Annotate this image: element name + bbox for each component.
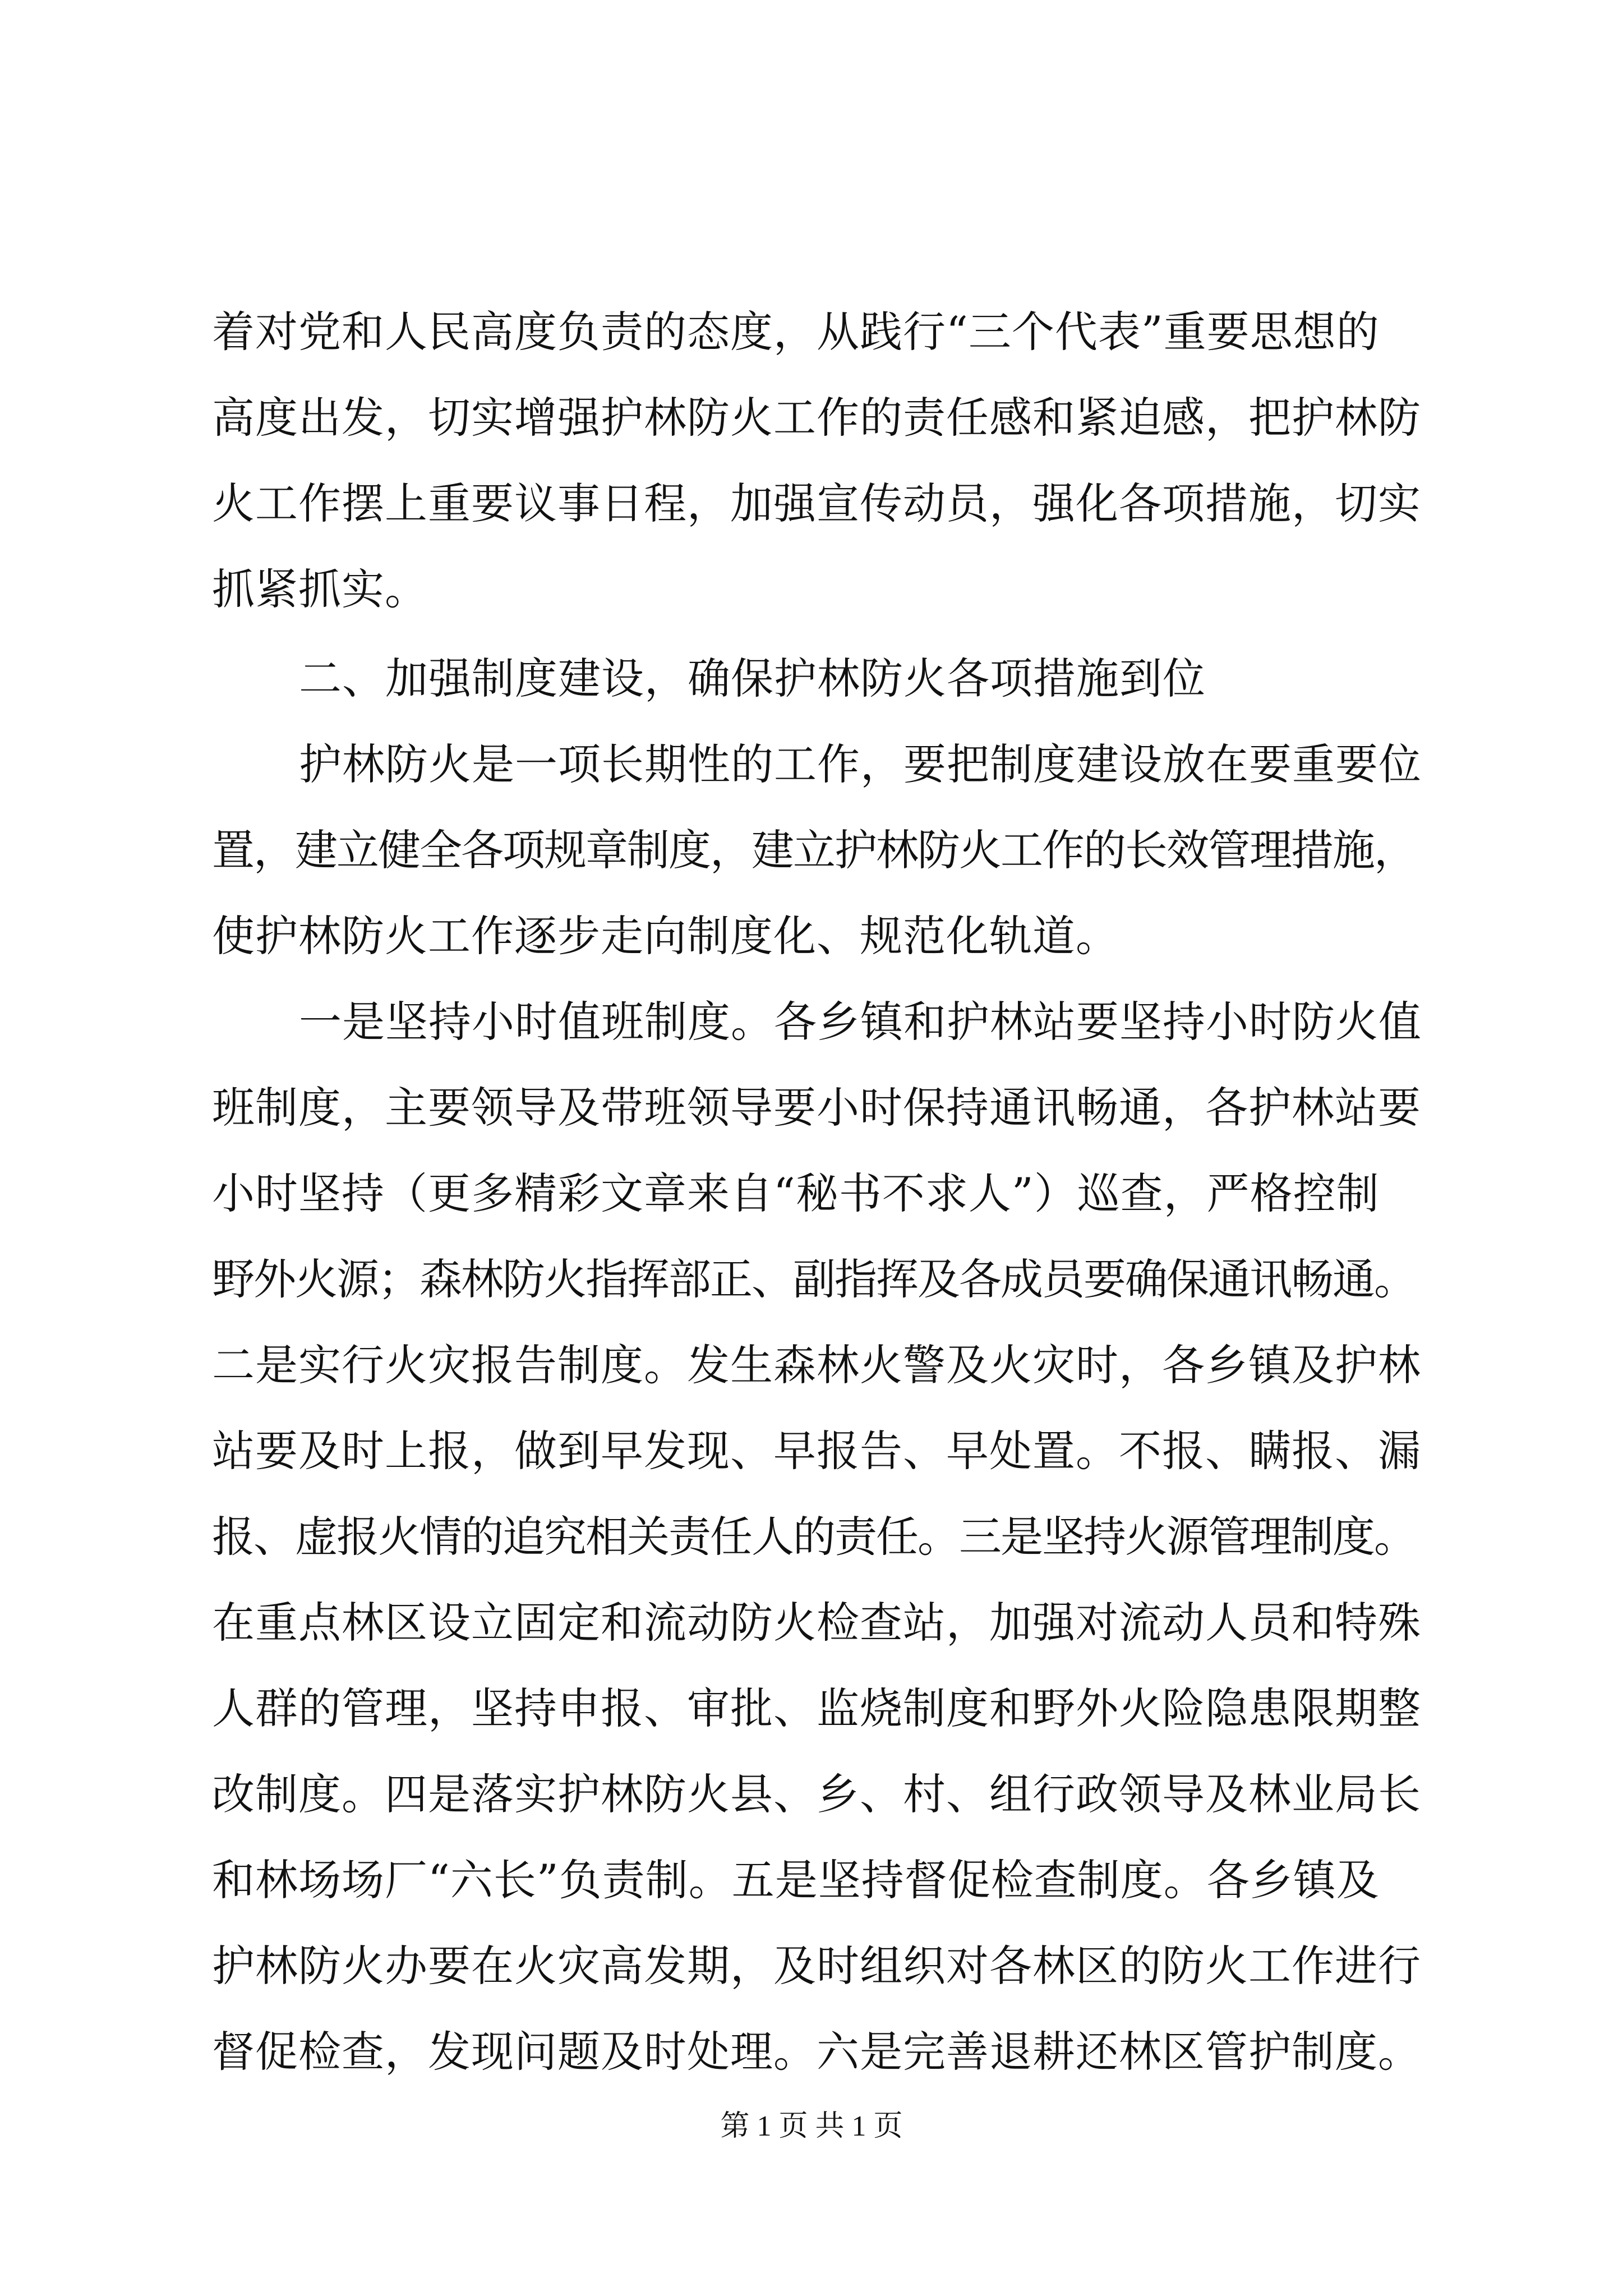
page-footer: 第 1 页 共 1 页: [720, 2110, 903, 2142]
paragraph-line: 使护林防火工作逐步走向制度化、规范化轨道。: [212, 911, 1119, 961]
paragraph-line: 和林场场厂“六长”负责制。五是坚持督促检查制度。各乡镇及: [212, 1855, 1380, 1905]
paragraph-line: 在重点林区设立固定和流动防火检查站，加强对流动人员和特殊: [212, 1598, 1421, 1648]
paragraph-line: 人群的管理，坚持申报、审批、监烧制度和野外火险隐患限期整: [212, 1683, 1421, 1733]
paragraph-line: 站要及时上报，做到早发现、早报告、早处置。不报、瞒报、漏: [212, 1426, 1421, 1476]
paragraph-line: 护林防火是一项长期性的工作，要把制度建设放在要重要位: [299, 739, 1422, 789]
paragraph-line: 改制度。四是落实护林防火县、乡、村、组行政领导及林业局长: [212, 1769, 1421, 1819]
section-heading: 二、加强制度建设，确保护林防火各项措施到位: [299, 654, 1206, 703]
paragraph-line: 一是坚持小时值班制度。各乡镇和护林站要坚持小时防火值: [299, 997, 1422, 1047]
paragraph-line: 小时坚持（更多精彩文章来自“秘书不求人”）巡查，严格控制: [212, 1168, 1380, 1218]
paragraph-line: 火工作摆上重要议事日程，加强宣传动员，强化各项措施，切实: [212, 478, 1421, 528]
paragraph-line: 着对党和人民高度负责的态度，从践行“三个代表”重要思想的: [212, 307, 1380, 357]
paragraph-line: 督促检查，发现问题及时处理。六是完善退耕还林区管护制度。: [212, 2027, 1421, 2077]
paragraph-line: 高度出发，切实增强护林防火工作的责任感和紧迫感，把护林防: [212, 393, 1421, 443]
paragraph-line: 野外火源；森林防火指挥部正、副指挥及各成员要确保通讯畅通。: [212, 1254, 1415, 1304]
paragraph-line: 抓紧抓实。: [212, 564, 428, 614]
paragraph-line: 置，建立健全各项规章制度，建立护林防火工作的长效管理措施，: [212, 825, 1415, 875]
paragraph-line: 护林防火办要在火灾高发期，及时组织对各林区的防火工作进行: [212, 1941, 1421, 1991]
document-body: [212, 289, 1435, 2095]
paragraph-line: 报、虚报火情的追究相关责任人的责任。三是坚持火源管理制度。: [212, 1512, 1415, 1562]
paragraph-line: 班制度，主要领导及带班领导要小时保持通讯畅通，各护林站要: [212, 1083, 1421, 1133]
paragraph-line: 二是实行火灾报告制度。发生森林火警及火灾时，各乡镇及护林: [212, 1340, 1421, 1390]
